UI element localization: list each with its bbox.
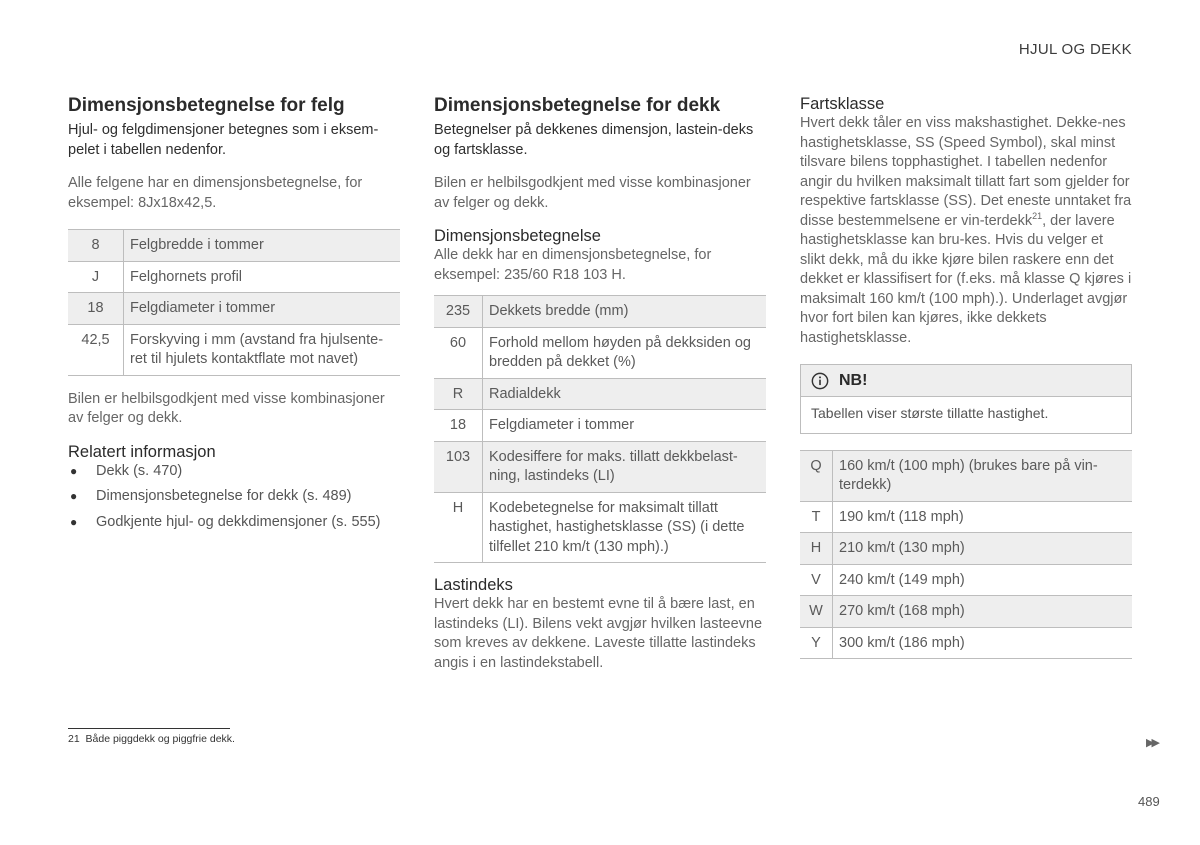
table-value-cell: Kodesiffere for maks. tillatt dekkbelast-ning, lastindeks (LI) xyxy=(489,448,738,484)
footnote-text: Både piggdekk og piggfrie dekk. xyxy=(85,733,235,745)
tire-paragraph-1: Bilen er helbilsgodkjent med visse kombinasjoner av felger og dekk. xyxy=(434,175,751,211)
tire-table-row xyxy=(434,410,766,442)
table-value-cell: Forskyving i mm (avstand fra hjulsente-ret til hjulets kontaktflate mot navet) xyxy=(130,331,384,367)
related-link-label[interactable]: Godkjente hjul- og dekkdimensjoner (s. 555) xyxy=(96,513,381,530)
section-title: HJUL OG DEKK xyxy=(1018,41,1132,58)
speed-class-table xyxy=(800,450,1132,660)
speed-table-row xyxy=(800,596,1132,628)
info-icon xyxy=(811,372,829,390)
table-key-cell: H xyxy=(434,492,483,563)
table-value-cell: 210 km/t (130 mph) xyxy=(839,540,965,556)
table-value-cell: 160 km/t (100 mph) (brukes bare på vin-terdekk) xyxy=(839,457,1098,493)
footnote-divider xyxy=(68,728,230,729)
dimension-paragraph: Alle dekk har en dimensjonsbetegnelse, for eksempel: 235/60 R18 103 H. xyxy=(434,247,712,283)
footnote-ref: 21 xyxy=(1032,210,1043,221)
related-link[interactable] xyxy=(68,487,400,507)
table-key-cell: 235 xyxy=(434,296,483,328)
related-link[interactable] xyxy=(68,513,400,533)
rim-table-row xyxy=(68,261,400,293)
column-speed-class xyxy=(800,94,1132,659)
table-key-cell: 60 xyxy=(434,327,483,378)
table-value-cell: Radialdekk xyxy=(489,385,561,402)
tire-lead: Betegnelser på dekkenes dimensjon, lastein-deks og fartsklasse. xyxy=(434,122,754,158)
note-box xyxy=(800,364,1132,434)
table-key-cell: 103 xyxy=(434,441,483,492)
speed-table-row xyxy=(800,533,1132,565)
table-value-cell: 270 km/t (168 mph) xyxy=(839,603,965,619)
table-key-cell: 18 xyxy=(68,293,124,325)
table-key-cell: J xyxy=(68,261,124,293)
speed-table-row xyxy=(800,450,1132,501)
column-rim-dimensions xyxy=(68,94,400,538)
rim-paragraph-1: Alle felgene har en dimensjonsbetegnelse, for eksempel: 8Jx18x42,5. xyxy=(68,175,363,211)
table-value-cell: Felgbredde i tommer xyxy=(130,237,264,253)
table-value-cell: Forhold mellom høyden på dekksiden og bredden på dekket (%) xyxy=(489,334,751,370)
rim-paragraph-2: Bilen er helbilsgodkjent med visse kombinasjoner av felger og dekk. xyxy=(68,390,385,426)
table-key-cell: H xyxy=(800,533,833,565)
dimension-heading: Dimensjonsbetegnelse xyxy=(434,227,601,245)
note-header xyxy=(801,365,1131,397)
tire-table-row xyxy=(434,327,766,378)
tire-table-row xyxy=(434,378,766,410)
table-key-cell: R xyxy=(434,378,483,410)
footnote xyxy=(68,733,235,746)
tire-table-row xyxy=(434,492,766,563)
tire-table xyxy=(434,295,766,563)
note-title: NB! xyxy=(839,371,868,389)
related-link-label[interactable]: Dekk (s. 470) xyxy=(96,462,183,479)
table-value-cell: Felgdiameter i tommer xyxy=(130,300,276,316)
related-list xyxy=(68,462,400,533)
table-key-cell: 8 xyxy=(68,230,124,262)
rim-lead: Hjul- og felgdimensjoner betegnes som i eksem-pelet i tabellen nedenfor. xyxy=(68,122,379,158)
note-body: Tabellen viser største tillatte hastighet. xyxy=(811,405,1049,421)
rim-table-row xyxy=(68,293,400,325)
rim-table-row xyxy=(68,230,400,262)
table-value-cell: 240 km/t (149 mph) xyxy=(839,571,965,588)
speed-table-row xyxy=(800,627,1132,659)
table-key-cell: V xyxy=(800,564,833,596)
related-link-label[interactable]: Dimensjonsbetegnelse for dekk (s. 489) xyxy=(96,488,352,504)
table-value-cell: 300 km/t (186 mph) xyxy=(839,634,965,651)
load-index-paragraph: Hvert dekk har en bestemt evne til å bære last, en lastindeks (LI). Bilens vekt avgjør hvilken lasteevne som kreves av dekkene. Laveste tillatte lastindeks angis i en lastindekstabell. xyxy=(434,596,763,671)
table-key-cell: W xyxy=(800,596,833,628)
related-heading: Relatert informasjon xyxy=(68,442,216,461)
bullet-icon: ● xyxy=(70,514,78,529)
table-value-cell: Dekkets bredde (mm) xyxy=(489,303,629,319)
table-value-cell: 190 km/t (118 mph) xyxy=(839,508,964,525)
speed-class-paragraph: Hvert dekk tåler en viss makshastighet. Dekke-nes hastighetsklasse, SS (Speed Symbol), skal minst tilsvare bilens topphastighet. I tabellen nedenfor angir du hvilken maksimalt tillatt fart som gjelder for respektive fartsklasse (SS). Det eneste unntaket fra disse bestemmelsene er vin-terdekk$^{21}$, der lavere hastighetsklasse kan bru-kes. Hvis du velger et slikt dekk, må du ikke kjøre bilen raskere enn det dekket er klassifisert for (f.eks. må klasse Q kjøres i maksimalt 160 km/t (100 mph).). Underlaget avgjør hvor fort bilen kan kjøres, ikke dekkets hastighetsklasse. xyxy=(800,115,1132,346)
rim-table xyxy=(68,229,400,376)
load-index-heading: Lastindeks xyxy=(434,576,513,594)
speed-class-heading: Fartsklasse xyxy=(800,95,885,113)
table-value-cell: Kodebetegnelse for maksimalt tillatt hastighet, hastighetsklasse (SS) (i dette tilfellet 210 km/t (130 mph).) xyxy=(489,499,745,555)
page-number: 489 xyxy=(1138,794,1160,809)
rim-heading: Dimensjonsbetegnelse for felg xyxy=(68,95,345,116)
speed-table-row xyxy=(800,564,1132,596)
tire-table-row xyxy=(434,296,766,328)
tire-heading: Dimensjonsbetegnelse for dekk xyxy=(434,95,721,116)
bullet-icon: ● xyxy=(70,463,78,478)
table-key-cell: T xyxy=(800,501,833,533)
table-key-cell: 18 xyxy=(434,410,483,442)
table-key-cell: Y xyxy=(800,627,833,659)
table-value-cell: Felghornets profil xyxy=(130,268,243,285)
table-key-cell: Q xyxy=(800,450,833,501)
speed-table-row xyxy=(800,501,1132,533)
related-link[interactable] xyxy=(68,462,400,482)
bullet-icon: ● xyxy=(70,489,78,503)
footnote-number: 21 xyxy=(68,733,80,745)
rim-table-row xyxy=(68,324,400,375)
double-triangle-right-icon[interactable]: ▶▶ xyxy=(1146,737,1157,749)
column-tire-dimensions xyxy=(434,94,766,673)
table-value-cell: Felgdiameter i tommer xyxy=(489,417,635,433)
tire-table-row xyxy=(434,441,766,492)
table-key-cell: 42,5 xyxy=(68,324,124,375)
